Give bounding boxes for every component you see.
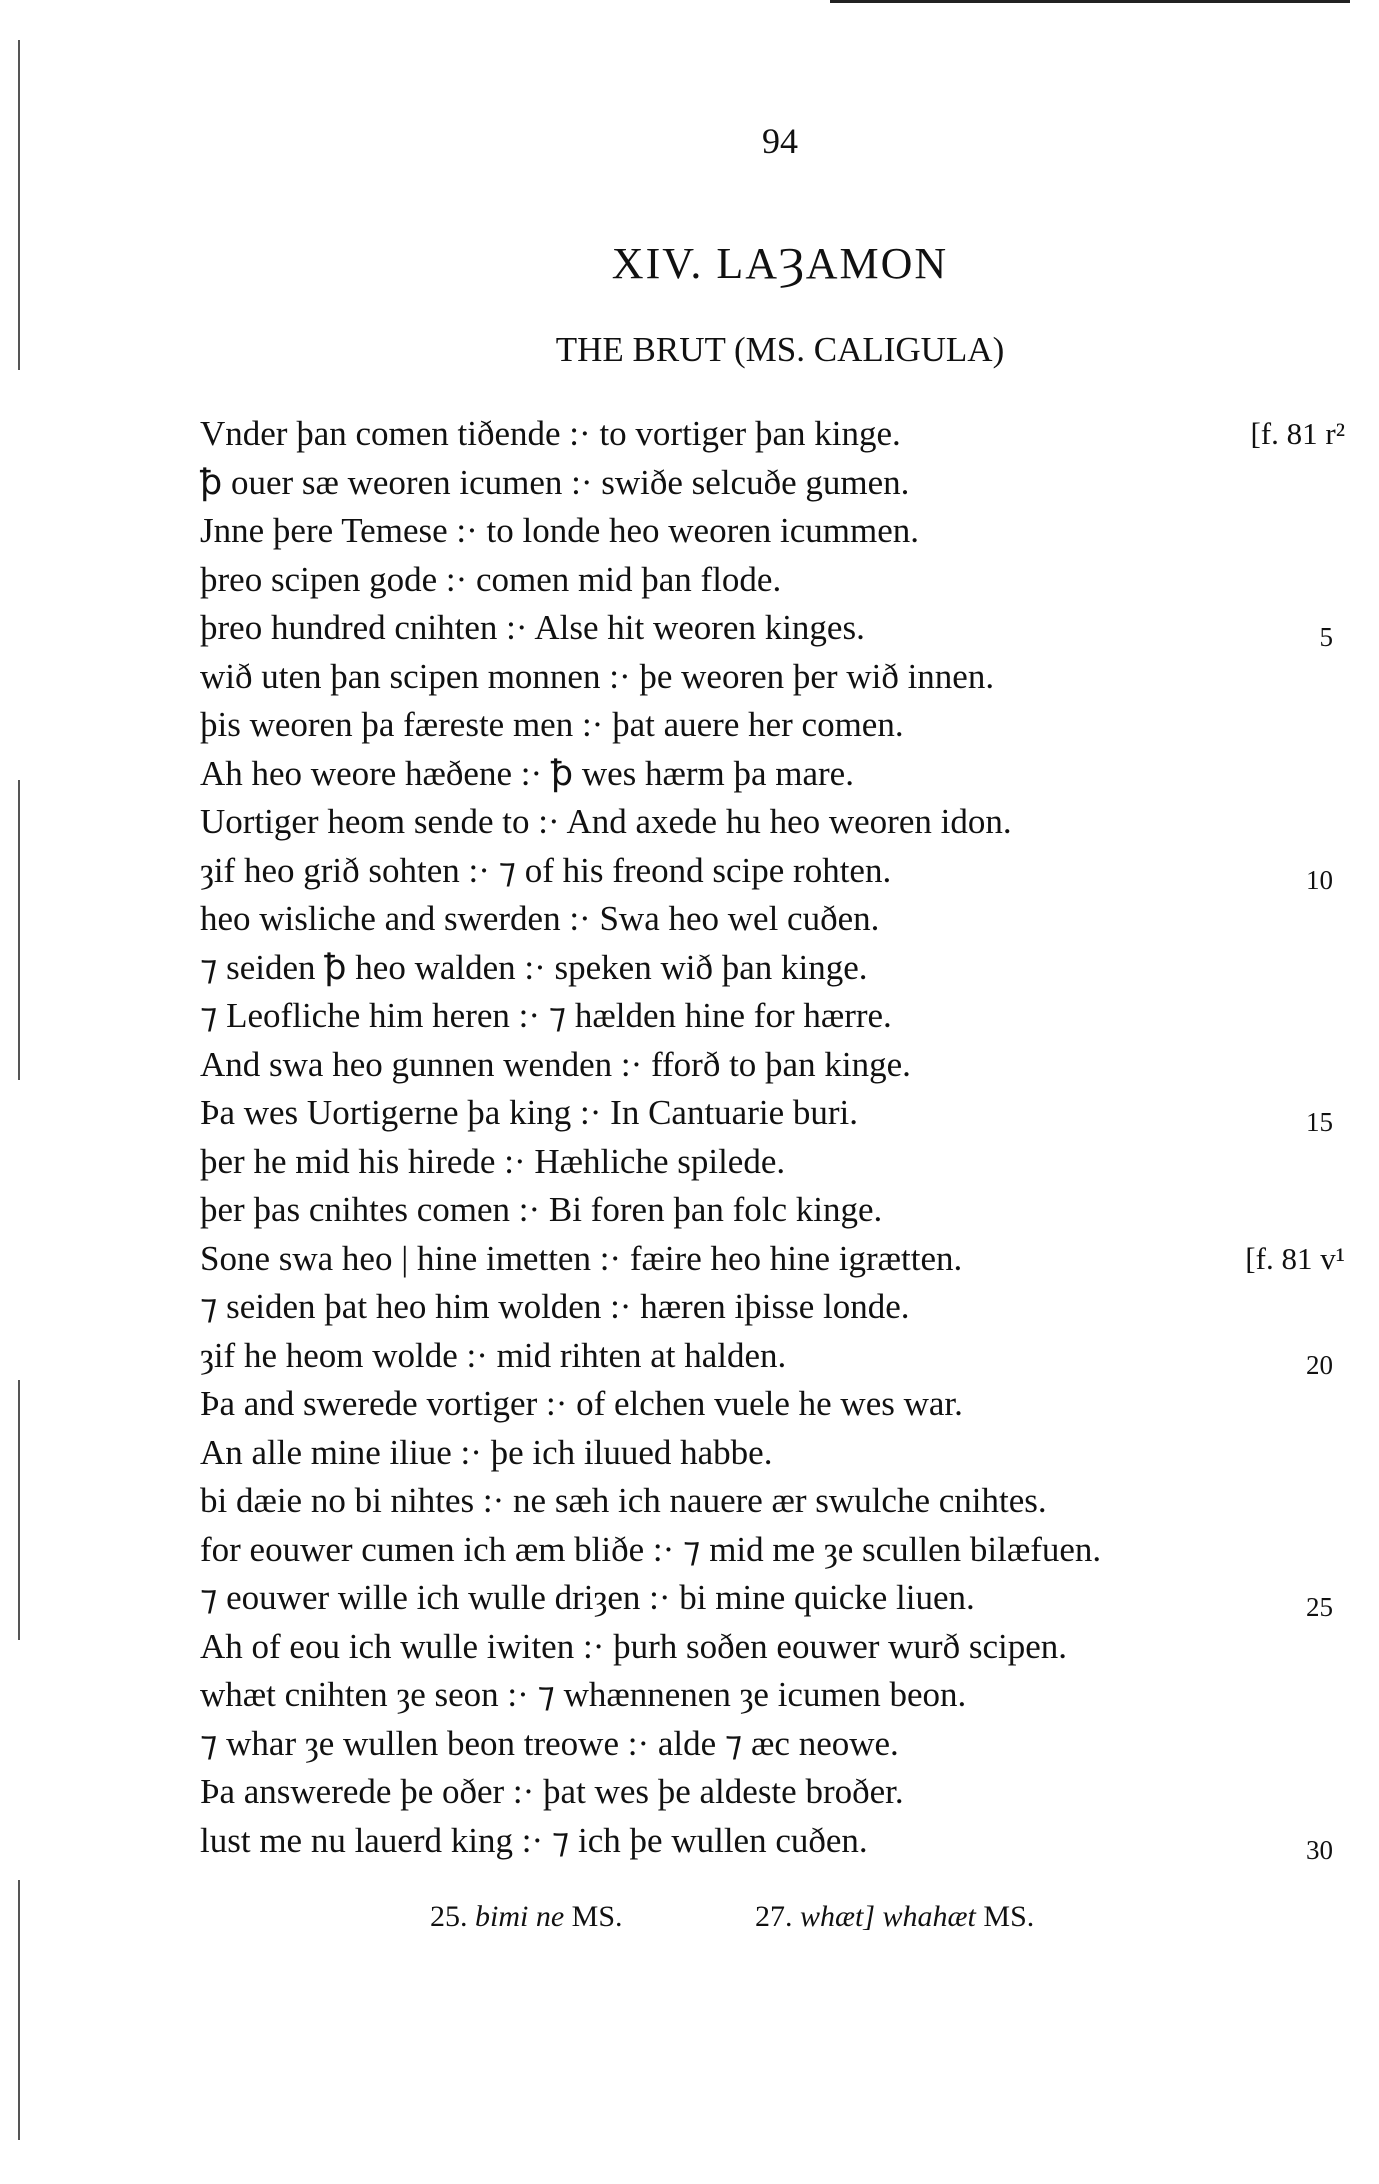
verse-line	[185, 507, 1345, 556]
verse-line	[185, 604, 1345, 653]
line-number: 20	[1306, 1349, 1333, 1380]
footnote	[755, 1900, 1034, 1934]
footnote-suffix: MS.	[983, 1900, 1035, 1933]
verse-text: Þa wes Uortigerne þa king :· In Cantuarie buri.	[200, 1093, 859, 1132]
verse-text: þreo hundred cnihten :· Alse hit weoren kinges.	[200, 608, 865, 647]
verse-text: þer þas cnihtes comen :· Bi foren þan folc kinge.	[200, 1190, 883, 1229]
verse-line	[185, 750, 1345, 799]
verse-text: An alle mine iliue :· þe ich iluued habbe.	[200, 1432, 773, 1472]
verse-line	[185, 1477, 1345, 1526]
verse-text: þis weoren þa færeste men :· þat auere her comen.	[200, 705, 904, 744]
verse-text: Þa answerede þe oðer :· þat wes þe aldeste broðer.	[200, 1772, 904, 1811]
verse-text: ⁊ seiden þat heo him wolden :· hæren iþisse londe.	[200, 1287, 910, 1326]
verse-line	[185, 556, 1345, 605]
verse-text: Sone swa heo | hine imetten :· fæire heo hine igrætten.	[200, 1238, 963, 1278]
verse-line	[185, 798, 1345, 847]
verse-text: lust me nu lauerd king :· ⁊ ich þe wullen cuðen.	[200, 1820, 868, 1860]
verse-line	[185, 1186, 1345, 1235]
verse-text: ⁊ seiden ꝥ heo walden :· speken wið þan kinge.	[200, 947, 868, 987]
verse-text: for eouwer cumen ich æm bliðe :· ⁊ mid me ȝe scullen bilæfuen.	[200, 1529, 1102, 1569]
verse-line	[185, 1380, 1345, 1429]
footnote	[430, 1900, 623, 1934]
verse-text: Ah heo weore hæðene :· ꝥ wes hærm þa mare.	[200, 753, 854, 793]
verse-text: wið uten þan scipen monnen :· þe weoren þer wið innen.	[200, 656, 995, 696]
verse-text: ⁊ whar ȝe wullen beon treowe :· alde ⁊ æc neowe.	[200, 1723, 899, 1763]
verse-line	[185, 1138, 1345, 1187]
verse-line	[185, 1041, 1345, 1090]
footnote-suffix: MS.	[571, 1900, 623, 1933]
line-number: 30	[1306, 1834, 1333, 1865]
verse-line	[185, 992, 1345, 1041]
chapter-title: XIV. LAȜAMON	[611, 239, 949, 288]
footnote-text: whæt] whahæt	[800, 1900, 976, 1933]
verse-line	[185, 459, 1345, 508]
left-edge-rule	[18, 780, 20, 1080]
verse-line	[185, 944, 1345, 993]
verse-text: And swa heo gunnen wenden :· fforð to þan kinge.	[200, 1044, 911, 1084]
line-number: 25	[1306, 1592, 1333, 1622]
top-rule	[830, 0, 1350, 3]
verse-text: Jnne þere Temese :· to londe heo weoren icummen.	[200, 511, 920, 550]
verse-text: þer he mid his hirede :· Hæhliche spilede.	[200, 1141, 786, 1181]
verse-line	[185, 1817, 1345, 1866]
verse-line	[185, 1768, 1345, 1817]
verse-line	[185, 895, 1345, 944]
subtitle: THE BRUT (MS. CALIGULA)	[555, 330, 1005, 369]
left-edge-rule	[18, 1880, 20, 2140]
verse-line	[185, 1332, 1345, 1381]
verse-line	[185, 1671, 1345, 1720]
verse-text: whæt cnihten ȝe seon :· ⁊ whænnenen ȝe icumen beon.	[200, 1675, 967, 1714]
verse-line	[185, 1283, 1345, 1332]
folio-reference: [f. 81 r²	[1250, 416, 1345, 451]
left-edge-rule	[18, 1380, 20, 1640]
verse-line	[185, 1235, 1345, 1284]
verse-text: Vnder þan comen tiðende :· to vortiger þan kinge.	[200, 414, 901, 453]
verse-line	[185, 701, 1345, 750]
verse-line	[185, 1623, 1345, 1672]
verse-text: ȝif heo grið sohten :· ⁊ of his freond scipe rohten.	[200, 850, 892, 890]
verse-text: ⁊ eouwer wille ich wulle driȝen :· bi mine quicke liuen.	[200, 1578, 975, 1617]
verse-text: ⁊ Leofliche him heren :· ⁊ hælden hine for hærre.	[200, 996, 892, 1035]
verse-text: Ah of eou ich wulle iwiten :· þurh soðen eouwer wurð scipen.	[200, 1626, 1068, 1666]
left-edge-rule	[18, 40, 20, 370]
verse-text: ȝif he heom wolde :· mid rihten at halden.	[200, 1335, 787, 1375]
line-number: 5	[1319, 622, 1333, 652]
verse-text: ꝥ ouer sæ weoren icumen :· swiðe selcuðe gumen.	[200, 462, 910, 502]
verse-text: þreo scipen gode :· comen mid þan flode.	[200, 559, 782, 599]
verse-line	[185, 1429, 1345, 1478]
line-number: 10	[1306, 864, 1333, 895]
verse-text: Þa and swerede vortiger :· of elchen vuele he wes war.	[200, 1384, 963, 1423]
folio-reference: [f. 81 v¹	[1245, 1240, 1345, 1276]
verse-line	[185, 653, 1345, 702]
poem-text	[185, 410, 1345, 1865]
verse-text: bi dæie no bi nihtes :· ne sæh ich nauere ær swulche cnihtes.	[200, 1481, 1047, 1520]
line-number: 15	[1306, 1107, 1333, 1137]
verse-line	[185, 1720, 1345, 1769]
footnote-number: 25.	[430, 1900, 468, 1933]
footnote-text: bimi ne	[475, 1900, 565, 1933]
verse-text: Uortiger heom sende to :· And axede hu heo weoren idon.	[200, 802, 1012, 841]
verse-text: heo wisliche and swerden :· Swa heo wel cuðen.	[200, 899, 880, 938]
verse-line	[185, 1574, 1345, 1623]
verse-line	[185, 1526, 1345, 1575]
verse-line	[185, 847, 1345, 896]
page-number: 94	[762, 121, 798, 161]
footnote-number: 27.	[755, 1900, 793, 1933]
verse-line	[185, 410, 1345, 459]
verse-line	[185, 1089, 1345, 1138]
